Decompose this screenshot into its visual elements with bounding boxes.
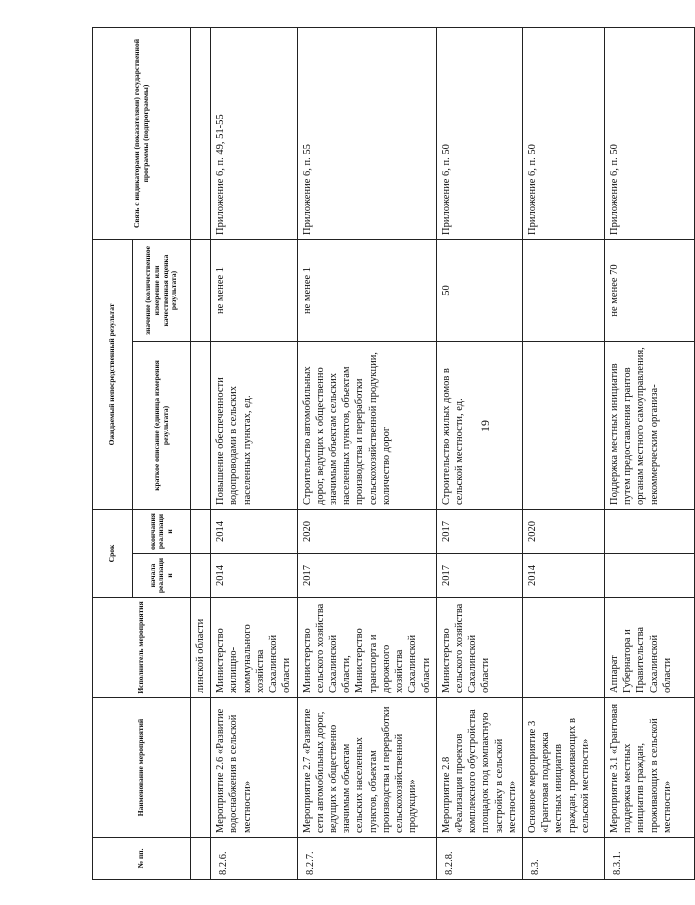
cell-value: не менее 1: [211, 239, 297, 341]
header-link: Связь с индикаторами (показателями) государственной программы (подпрограммы): [93, 27, 191, 239]
header-row-1: [93, 27, 133, 879]
cell-executor: линской области: [191, 598, 211, 698]
cell-link: Приложение 6, п. 49, 51-55: [211, 27, 297, 239]
cell-desc: Повышение обеспеченности водопроводами в сельских населенных пунктах, ед.: [211, 341, 297, 509]
cell-value: [523, 239, 605, 341]
cell-desc: Строительство жилых домов в сельской местности, ед.: [436, 341, 522, 509]
header-term-end: окончания реализации: [133, 509, 191, 553]
cell-value: 50: [436, 239, 522, 341]
cell-num: 8.2.8.: [436, 838, 522, 880]
page-number: 19: [478, 420, 492, 432]
cell-desc: Поддержка местных инициатив путем предоставления грантов органам местного самоуправления, некоммерческим организа-: [605, 341, 695, 509]
cell-num: 8.3.: [523, 838, 605, 880]
header-term-start: начала реализации: [133, 554, 191, 598]
cell-name: Основное мероприятие 3 «Грантовая поддержка местных инициатив граждан, проживающих в сельской местности»: [523, 698, 605, 838]
cell-executor: Министерство сельского хозяйства Сахалинской области, Министерство транспорта и дорожного хозяйства Сахалинской области: [297, 598, 436, 698]
cell-executor: Министерство сельского хозяйства Сахалинской области: [436, 598, 522, 698]
cell-name: Мероприятие 2.7 «Развитие сети автомобильных дорог, ведущих к общественно значимым объектам сельских населенных пунктов, объектам производства и переработки сельскохозяйственной продукции»: [297, 698, 436, 838]
cell-executor: Министерство жилищно-коммунального хозяйства Сахалинской области: [211, 598, 297, 698]
cell-start: 2017: [436, 554, 522, 598]
cell-name: Мероприятие 2.8 «Реализация проектов комплексного обустройства площадок под компактную застройку в сельской местности»: [436, 698, 522, 838]
table-row: [191, 27, 211, 879]
cell-value: [191, 239, 211, 341]
cell-executor: Аппарат Губернатора и Правительства Сахалинской области: [605, 598, 695, 698]
cell-start: [605, 554, 695, 598]
header-term: Срок: [93, 509, 133, 597]
table-row: [436, 27, 522, 879]
cell-start: 2014: [211, 554, 297, 598]
cell-value: не менее 1: [297, 239, 436, 341]
cell-end: [605, 509, 695, 553]
cell-end: [191, 509, 211, 553]
cell-start: [191, 554, 211, 598]
header-result-value: значение (количественное измерение или качественная оценка результата): [133, 239, 191, 341]
cell-link: Приложение 6, п. 50: [605, 27, 695, 239]
cell-num: 8.2.6.: [211, 838, 297, 880]
cell-end: 2017: [436, 509, 522, 553]
activities-table: [92, 27, 695, 880]
cell-end: 2014: [211, 509, 297, 553]
table-row: [523, 27, 605, 879]
rotated-page: [92, 28, 673, 880]
cell-name: [191, 698, 211, 838]
cell-desc: [191, 341, 211, 509]
cell-executor: [523, 598, 605, 698]
cell-num: [191, 838, 211, 880]
cell-num: 8.2.7.: [297, 838, 436, 880]
cell-desc: [523, 341, 605, 509]
header-name: Наименование мероприятий: [93, 698, 191, 838]
cell-link: Приложение 6, п. 50: [436, 27, 522, 239]
cell-link: Приложение 6, п. 55: [297, 27, 436, 239]
header-num: № пп.: [93, 838, 191, 880]
cell-link: Приложение 6, п. 50: [523, 27, 605, 239]
table-row: [297, 27, 436, 879]
header-result: Ожидаемый непосредственный результат: [93, 239, 133, 509]
table-row: [605, 27, 695, 879]
cell-value: не менее 70: [605, 239, 695, 341]
cell-name: Мероприятие 2.6 «Развитие водоснабжения в сельской местности»: [211, 698, 297, 838]
header-result-desc: краткое описание (единица измерения результата): [133, 341, 191, 509]
header-executor: Исполнитель мероприятия: [93, 598, 191, 698]
cell-start: 2017: [297, 554, 436, 598]
cell-end: 2020: [523, 509, 605, 553]
cell-num: 8.3.1.: [605, 838, 695, 880]
table-row: [211, 27, 297, 879]
cell-link: [191, 27, 211, 239]
cell-name: Мероприятие 3.1 «Грантовая поддержка местных инициатив граждан, проживающих в сельской местности»: [605, 698, 695, 838]
cell-end: 2020: [297, 509, 436, 553]
cell-start: 2014: [523, 554, 605, 598]
cell-desc: Строительство автомобильных дорог, ведущих к общественно значимым объектам сельских населенных пунктов, объектам производства и переработки сельскохозяйственной продукции, количество дорог: [297, 341, 436, 509]
